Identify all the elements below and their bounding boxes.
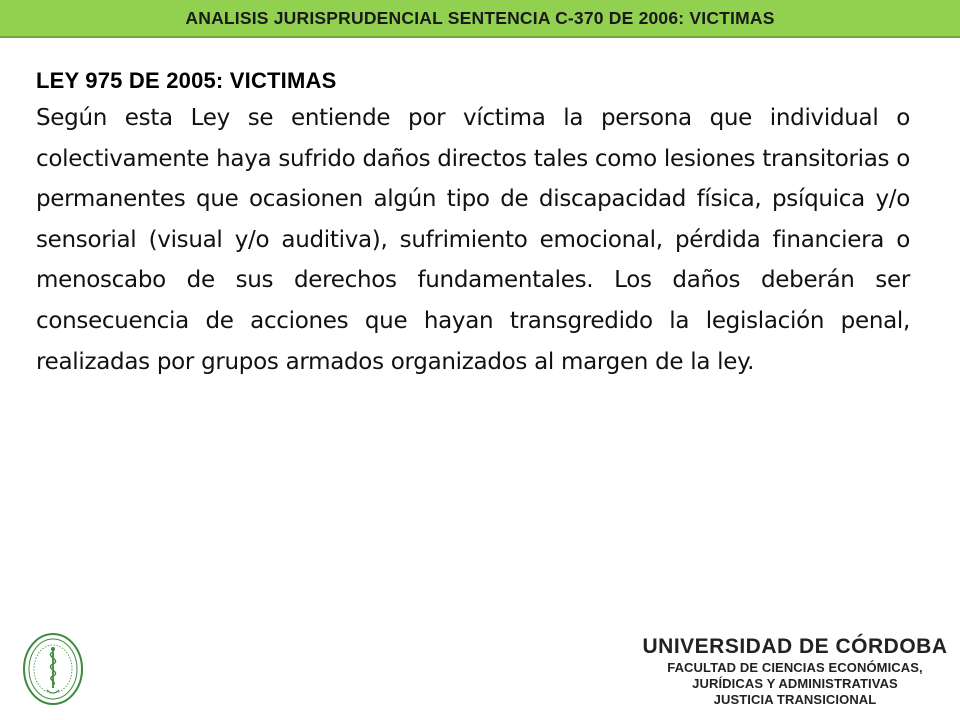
university-block: [630, 636, 960, 709]
university-name: UNIVERSIDAD DE CÓRDOBA: [642, 635, 948, 658]
program-name: JUSTICIA TRANSICIONAL: [713, 692, 877, 707]
main-content: [36, 68, 910, 382]
faculty-line-1: FACULTAD DE CIENCIAS ECONÓMICAS,: [667, 660, 923, 675]
university-seal-icon: [22, 632, 84, 706]
header-bar: [0, 0, 960, 38]
body-paragraph: Según esta Ley se entiende por víctima la persona que individual o colectivamente haya sufrido daños directos tales como lesiones transitorias o permanentes que ocasionen algún tipo de discapacidad física, psíquica y/o sensorial (visual y/o auditiva), sufrimiento emocional, pérdida financiera o menoscabo de sus derechos fundamentales. Los daños deberán ser consecuencia de acciones que hayan transgredido la legislación penal, realizadas por grupos armados organizados al margen de la ley.: [36, 105, 910, 375]
page-header-title: ANALISIS JURISPRUDENCIAL SENTENCIA C-370 DE 2006: VICTIMAS: [185, 7, 775, 28]
section-title: LEY 975 DE 2005: VICTIMAS: [36, 68, 337, 93]
faculty-line-2: JURÍDICAS Y ADMINISTRATIVAS: [692, 676, 898, 691]
